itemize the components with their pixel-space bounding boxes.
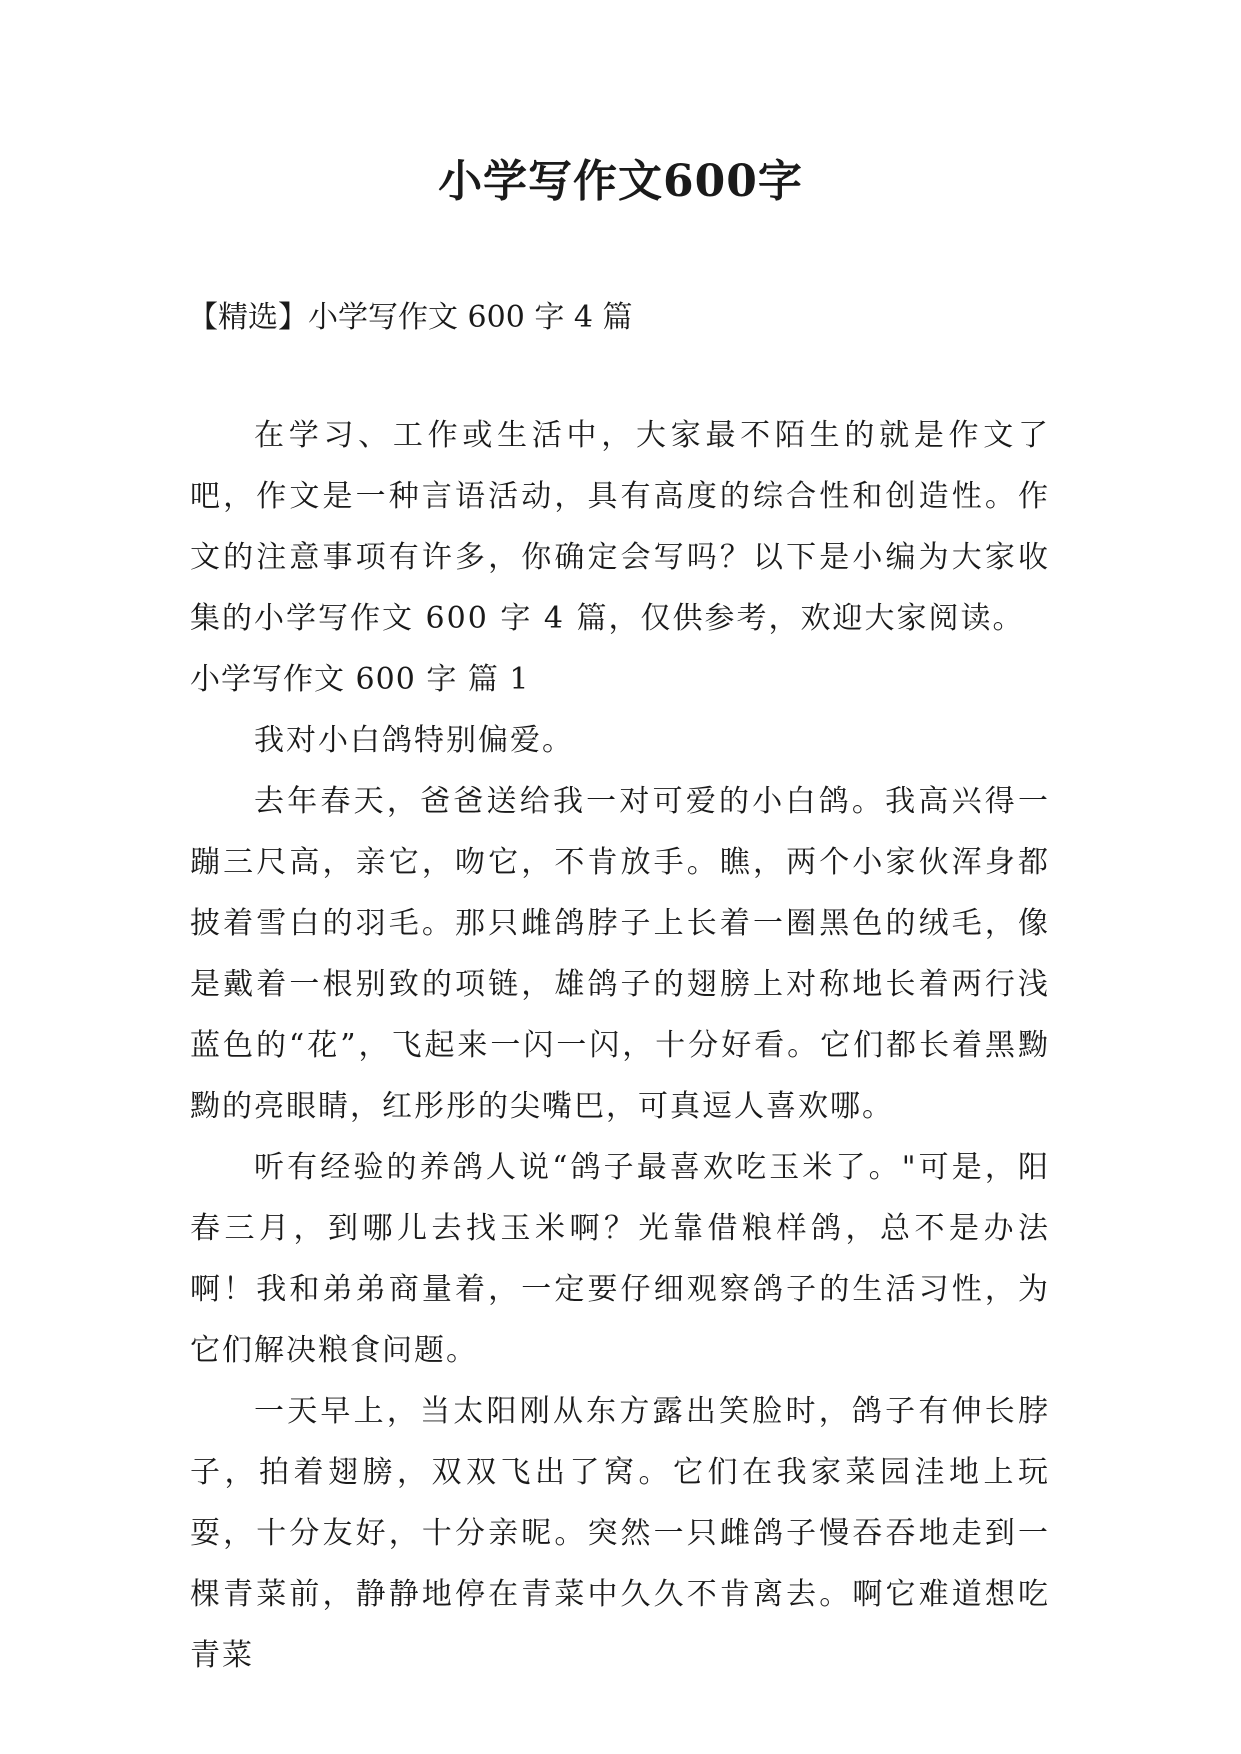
body-paragraph: 我对小白鸽特别偏爱。 <box>254 723 574 758</box>
section-heading: 小学写作文 600 字 篇 1 <box>190 662 530 697</box>
body-paragraph: 去年春天，爸爸送给我一对可爱的小白鸽。我高兴得一蹦三尺高，亲它，吻它，不肯放手。瞧，两个小家伙浑身都披着雪白的羽毛。那只雌鸽脖子上长着一圈黑色的绒毛，像是戴着一根别致的项链，雄鸽子的翅膀上对称地长着两行浅蓝色的“花”，飞起来一闪一闪，十分好看。它们都长着黑黝黝的亮眼睛，红彤彤的尖嘴巴，可真逗人喜欢哪。 <box>190 784 1050 1124</box>
document-body <box>190 405 1050 1686</box>
document-title: 小学写作文600字 <box>438 156 803 207</box>
body-paragraph: 在学习、工作或生活中，大家最不陌生的就是作文了吧，作文是一种言语活动，具有高度的综合性和创造性。作文的注意事项有许多，你确定会写吗？以下是小编为大家收集的小学写作文 600 字 4 篇，仅供参考，欢迎大家阅读。 <box>190 418 1050 636</box>
body-paragraph: 一天早上，当太阳刚从东方露出笑脸时，鸽子有伸长脖子，拍着翅膀，双双飞出了窝。它们在我家菜园洼地上玩耍，十分友好，十分亲昵。突然一只雌鸽子慢吞吞地走到一棵青菜前，静静地停在青菜中久久不肯离去。啊它难道想吃青菜 <box>190 1394 1050 1673</box>
document-subtitle: 【精选】小学写作文 600 字 4 篇 <box>188 300 633 335</box>
body-paragraph: 听有经验的养鸽人说“鸽子最喜欢吃玉米了。"可是，阳春三月，到哪儿去找玉米啊？光靠借粮样鸽，总不是办法啊！我和弟弟商量着，一定要仔细观察鸽子的生活习性，为它们解决粮食问题。 <box>190 1150 1050 1368</box>
